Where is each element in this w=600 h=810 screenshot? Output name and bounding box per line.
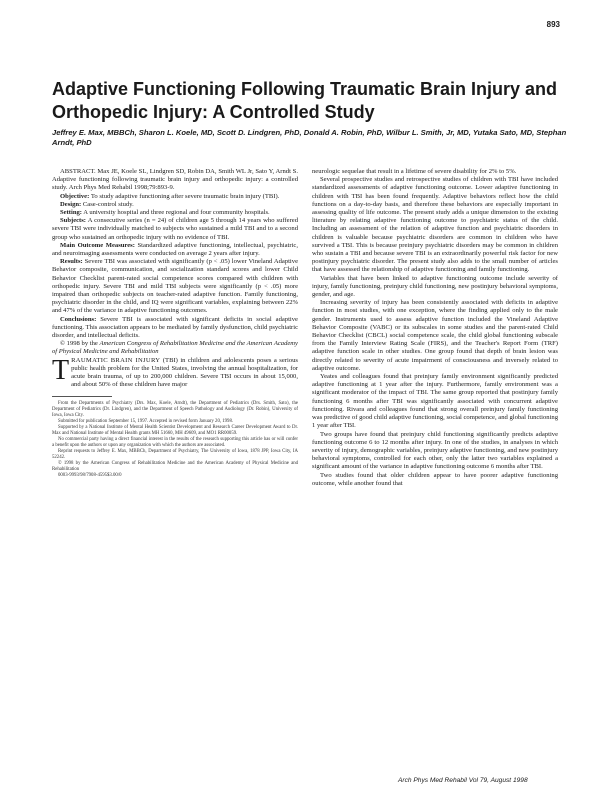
intro-paragraph xyxy=(52,354,298,390)
abstract xyxy=(52,168,298,357)
author-list: Jeffrey E. Max, MBBCh, Sharon L. Koele, MD, Scott D. Lindgren, PhD, Donald A. Robin, PhD, Wilbur L. Smith, Jr, MD, Yutaka Sato, MD, Stephan Arndt, PhD xyxy=(52,128,567,147)
abstract-setting xyxy=(52,209,298,217)
body-paragraph: Two studies found that older children appear to have poorer adaptive functioning outcome, while another found that xyxy=(312,471,558,487)
conclusions-text: Severe TBI is associated with significant deficits in social adaptive functioning. This association appears to be mediated by family dysfunction, child psychiatric disorder, and intellectual deficits. xyxy=(52,315,298,340)
conclusions-label: Conclusions: xyxy=(60,315,97,323)
subjects-label: Subjects: xyxy=(60,217,87,225)
footnote: 0003-9993/98/7908-4595$3.00/0 xyxy=(58,473,122,479)
footnote: Supported by a National Institute of Mental Health Scientist Development and Research Career Development Award to Dr. Max and National Institute of Mental Health grants MH 51660, MH 49609, and MO1 RR00059. xyxy=(52,425,298,437)
abstract-objective xyxy=(52,193,298,201)
right-column xyxy=(312,168,558,488)
journal-footer: Arch Phys Med Rehabil Vol 79, August 1998 xyxy=(398,777,528,784)
design-text: Case-control study. xyxy=(82,200,134,208)
design-label: Design: xyxy=(60,200,82,208)
drop-cap: T xyxy=(52,354,70,386)
footnote: Reprint requests to Jeffrey E. Max, MBBCh, Department of Psychiatry, The University of Iowa, 1878 JPP, Iowa City, IA 52242. xyxy=(52,449,298,461)
measures-text: Standardized adaptive functioning, intellectual, psychiatric, and neuroimaging assessments were conducted on average 2 years after injury. xyxy=(52,241,298,258)
abstract-measures xyxy=(52,242,298,258)
body-paragraph: Yeates and colleagues found that preinjury family environment significantly predicted adaptive functioning at 1 year after the injury. Furthermore, family environment was a significant moderator of the impact of TBI. The same group reported that postinjury family functioning 6 months after TBI was significantly associated with concurrent adaptive functioning. Rivara and colleagues found that strong overall preinjury family functioning was predictive of good child adaptive functioning, social competence, and global functioning 1 year after TBI. xyxy=(312,373,558,430)
abstract-conclusions xyxy=(52,316,298,341)
body-paragraph: neurologic sequelae that result in a lifetime of severe disability for 2% to 5%. xyxy=(312,168,517,175)
abstract-subjects xyxy=(52,217,298,242)
subjects-text: A consecutive series (n = 24) of children age 5 through 14 years who suffered severe TBI were individually matched to subjects who sustained a mild TBI and to a second group who sustained an orthopedic injury with no evidence of TBI. xyxy=(52,217,298,241)
footnote: © 1998 by the American Congress of Rehabilitation Medicine and the American Academy of Physical Medicine and Rehabilitation xyxy=(52,461,298,473)
footnote: From the Departments of Psychiatry (Drs. Max, Koele, Arndt), the Department of Pediatrics (Drs. Smith, Sato), the Department of Pediatrics (Dr. Lindgren), and the Department of Speech Pathology and Audiology (Dr. Robin), University of Iowa, Iowa City. xyxy=(52,401,298,419)
intro-lead-caps: RAUMATIC BRAIN INJURY xyxy=(71,356,161,364)
setting-label: Setting: xyxy=(60,209,82,217)
article-title: Adaptive Functioning Following Traumatic Brain Injury and Orthopedic Injury: A Controlled Study xyxy=(52,79,558,122)
abstract-copyright xyxy=(52,340,298,356)
body-paragraph: Increasing severity of injury has been consistently associated with deficits in adaptive function in most studies, with one exception, where the finding applied only to the male gender. Instruments used to assess adaptive function included the Vineland Adaptive Behavior Composite (VABC) or its subscales in some studies and the parent-rated Child Behavior Checklist (CBCL) social competence scale, the child global functioning subscale from the Family Interview Rating Scale (FIRS), and the Teacher's Report Form (TRF) adaptive function scale in other studies. One group found that depth of brain lesion was directly related to severity of acute impairment of consciousness and inversely related to adaptive outcome. xyxy=(312,299,558,372)
body-paragraph: Two groups have found that preinjury child functioning significantly predicts adaptive functioning outcome 6 to 12 months after injury. In one of the studies, in analyses in which severity of injury, demographic variables, preinjury adaptive functioning, and new postinjury behavioral symptoms, controlled for each other, only the latter two variables explained a significant amount of the variance in adaptive functioning outcome 6 months after TBI. xyxy=(312,430,558,471)
setting-text: A university hospital and three regional and four community hospitals. xyxy=(83,209,270,217)
copyright-plain: © 1998 by the xyxy=(60,340,100,348)
body-paragraph: Several prospective studies and retrospective studies of children with TBI have included standardized assessments of adaptive functioning outcome. Lower adaptive functioning in children with TBI has been found frequently. Adaptive behaviors reflect how the child functions on a day-to-day basis, and therefore these behaviors are especially important in assessing quality of life outcome. The present study adds a unique dimension to the existing literature by relating adaptive functioning outcome to psychiatric status of the child. Including an assessment of the relation of adaptive function and psychiatric disorders in children is valuable because psychiatric disorders are common in children who have survived a TBI. This is because preinjury psychiatric disorders may be common in children who sustain a TBI and because severe TBI is an extraordinarily powerful risk factor for new postinjury psychiatric disorder. The present study also adds to the small number of articles that have assessed the relationship of adaptive functioning and family functioning. xyxy=(312,176,558,274)
footnotes xyxy=(52,401,298,479)
objective-label: Objective: xyxy=(60,192,90,200)
footnote-divider xyxy=(52,396,112,397)
measures-label: Main Outcome Measures: xyxy=(60,241,135,249)
page-number: 893 xyxy=(546,20,560,29)
copyright-italic: American Congress of Rehabilitation Medicine and the American Academy of Physical Medicine and Rehabilitation xyxy=(52,340,298,356)
intro-text: (TBI) in children and adolescents poses a serious public health problem for the United States, involving the annual hospitalization, for acute brain trauma, of up to 200,000 children. Severe TBI occurs in about 15,000, and about 50% of these children have major xyxy=(71,356,298,389)
abstract-citation: ABSTRACT. Max JE, Koele SL, Lindgren SD, Robin DA, Smith WL Jr, Sato Y, Arndt S. Adaptive functioning following traumatic brain injury and orthopedic injury: a controlled study. Arch Phys Med Rehabil 1998;79:893-9. xyxy=(52,168,298,192)
results-label: Results: xyxy=(60,258,83,266)
objective-text: To study adaptive functioning after severe traumatic brain injury (TBI). xyxy=(90,192,280,200)
results-text: Severe TBI was associated with significantly (p < .05) lower Vineland Adaptive Behavior composite, communication, and socialization standard scores and lower Child Behavior Checklist parent-rated social competence scores compared with children with orthopedic injury. Severe TBI and mild TBI subjects were significantly (p < .05) more impaired than orthopedic subjects on teacher-rated adaptive function. Family functioning, psychiatric disorder in the child, and IQ were significant variables, explaining between 22% and 47% of the variance in adaptive functioning outcomes. xyxy=(52,258,298,315)
abstract-results xyxy=(52,258,298,315)
footnote: No commercial party having a direct financial interest in the results of the research supporting this article has or will confer a benefit upon the authors or upon any organization with which the authors are associated. xyxy=(52,437,298,449)
left-column xyxy=(52,168,298,479)
footnote: Submitted for publication September 15, 1997. Accepted in revised form January 20, 1998. xyxy=(58,419,234,425)
abstract-design xyxy=(52,201,298,209)
body-paragraph: Variables that have been linked to adaptive functioning outcome include severity of injury, family functioning, preinjury child functioning, new postinjury behavioral symptoms, gender, and age. xyxy=(312,274,558,299)
